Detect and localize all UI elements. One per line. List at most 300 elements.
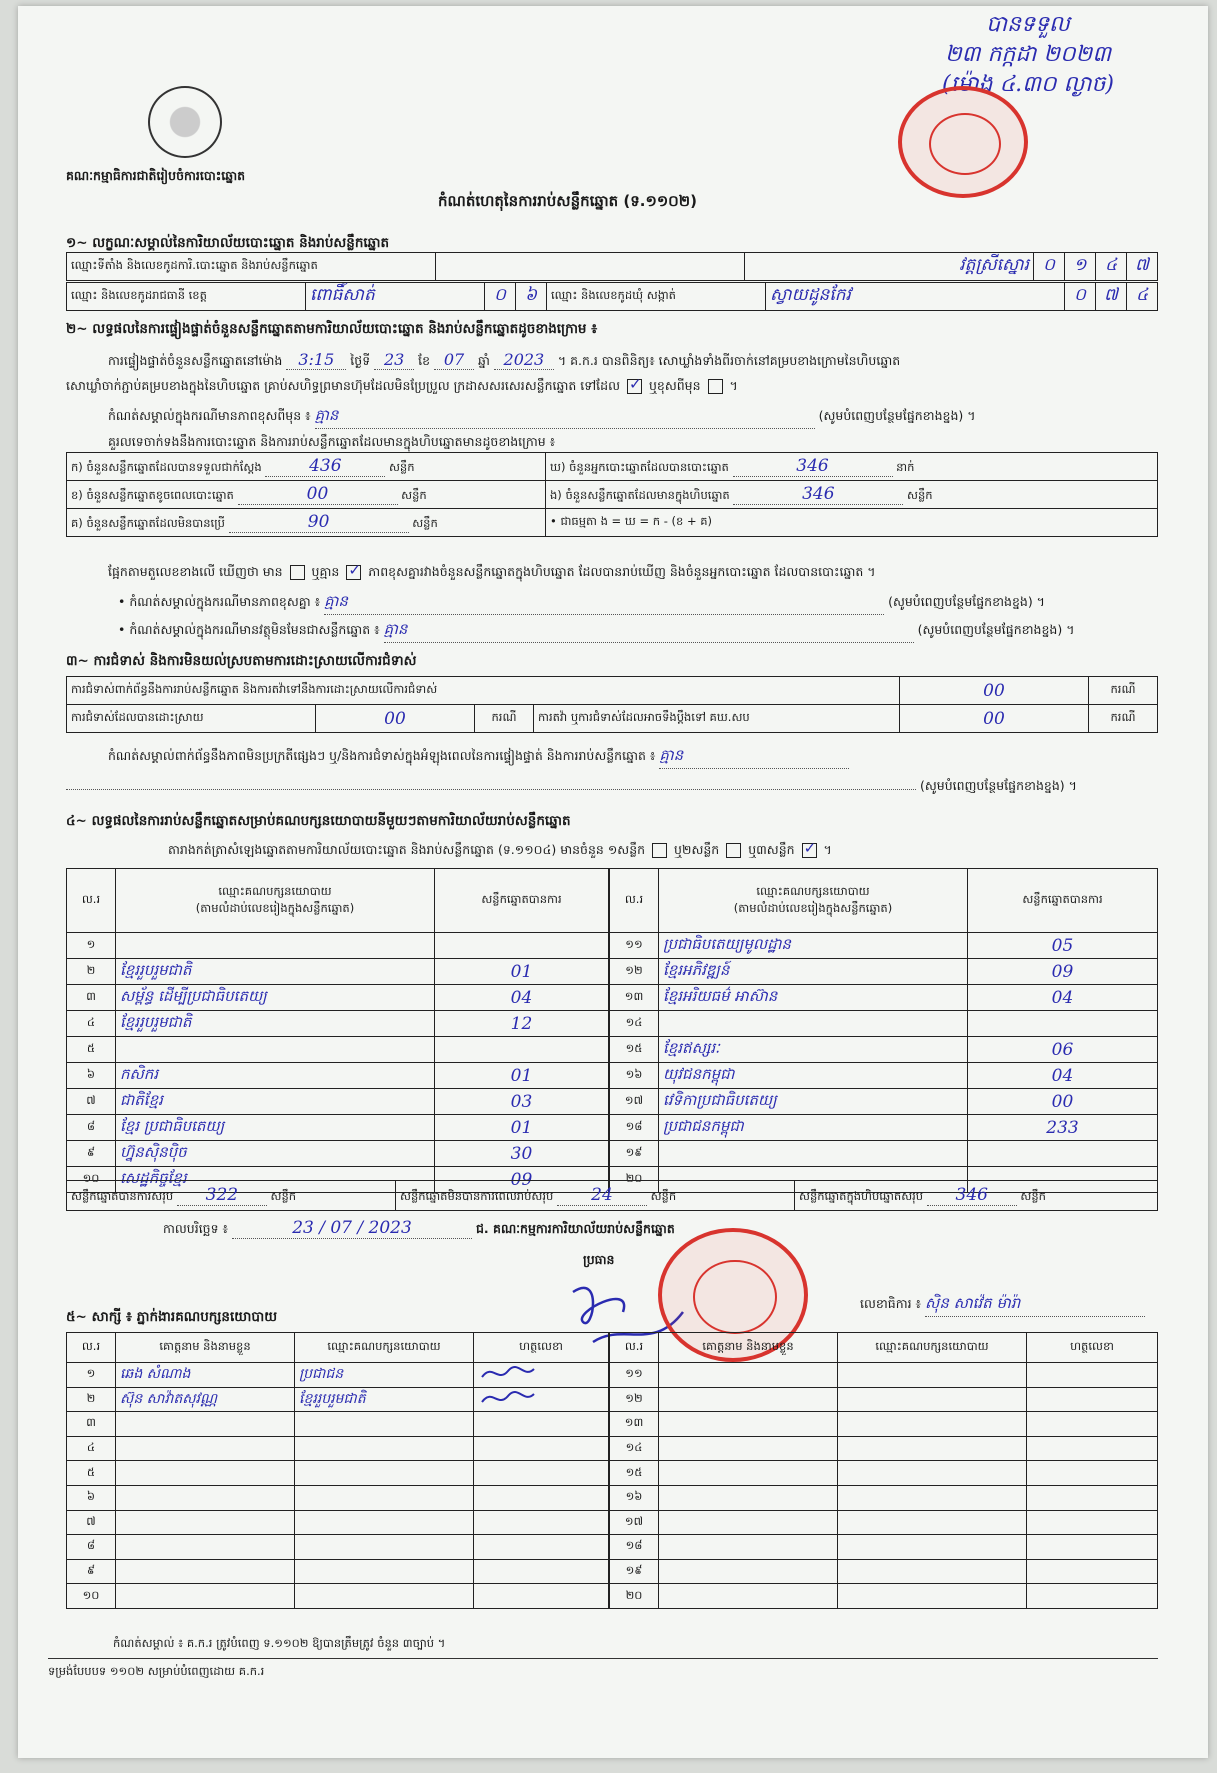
witness-party: [838, 1559, 1027, 1584]
row-number: ១២: [610, 959, 659, 985]
voters-label: ឃ) ចំនួនអ្នកបោះឆ្នោតដែលបានបោះឆ្នោត: [550, 460, 729, 474]
row-number: ១: [67, 1363, 116, 1388]
row-number: ៩: [67, 1559, 116, 1584]
discrepancy-check-line: [108, 564, 876, 583]
location-table: [66, 252, 1158, 281]
row-number: ៥: [67, 1037, 116, 1063]
section3-title: ៣~ ការជំទាស់ និងការមិនយល់ស្របតាមការដោះស្រាយលើការជំទាស់: [66, 653, 417, 669]
witness-name: [116, 1584, 295, 1609]
vote-count: 30: [435, 1141, 609, 1167]
witness-party: [838, 1510, 1027, 1535]
verify-time-label: ការផ្ទៀងផ្ទាត់ចំនួនសន្លឹកឆ្នោតនៅម៉ោង: [108, 353, 283, 368]
ballot-counts-table: [66, 452, 1158, 537]
table-row: [67, 1011, 609, 1037]
row-number: ៤: [67, 1011, 116, 1037]
commune-code-3: ៤: [1127, 283, 1158, 311]
witness-signature: [474, 1535, 609, 1560]
received-line-2: ២៣ កក្កដា ២០២៣: [945, 42, 1111, 67]
table-row: [610, 1535, 1158, 1560]
signature-mark: [478, 1388, 538, 1408]
col-no: ល.រ: [67, 1333, 116, 1363]
table-row: [610, 1363, 1158, 1388]
one-sheet-checkbox[interactable]: [652, 843, 667, 858]
total-box-value: 346: [927, 1185, 1017, 1206]
vote-count: 01: [435, 959, 609, 985]
sheets-label: តារាងកត់ត្រាសំឡេងឆ្នោតតាមការិយាល័យបោះឆ្នោត និងរាប់សន្លឹកឆ្នោត (ទ.១១០៤) មានចំនួន ១សន្លឹក: [168, 842, 646, 857]
witness-party: [295, 1461, 474, 1486]
verify-changed-label: ឬខុសពីមុន: [648, 378, 701, 393]
party-name: ខ្មែរអរិយធម៌ អាស៊ាន: [659, 985, 968, 1011]
witness-party: ខ្មែររួបរួមជាតិ: [295, 1387, 474, 1412]
table-row: [67, 1412, 609, 1437]
witness-signature: [1027, 1584, 1158, 1609]
table-row: [67, 959, 609, 985]
table-row: [67, 933, 609, 959]
col-name: គោត្តនាម និងនាមខ្លួន: [116, 1333, 295, 1363]
witness-table-left: [66, 1332, 609, 1609]
verify-line1-rest: ។ គ.ក.រ បានពិនិត្យ៖ សោឃ្លាំងទាំងពីរចាក់នៅគម្របខាងក្រោមនៃហិបឆ្នោត: [557, 353, 901, 368]
note2-line: [118, 592, 1168, 615]
vote-count: 06: [968, 1037, 1158, 1063]
table-row: [610, 1559, 1158, 1584]
table-row: [610, 1510, 1158, 1535]
witness-name: [116, 1436, 295, 1461]
witness-party: [838, 1485, 1027, 1510]
unit-label: សន្លឹក: [388, 460, 415, 474]
witness-party: [295, 1559, 474, 1584]
table-row: [67, 1436, 609, 1461]
committee-label: ជ. គណៈកម្មការការិយាល័យរាប់សន្លឹកឆ្នោត: [475, 1221, 675, 1236]
party-name: ខ្មែរឥស្សរៈ: [659, 1037, 968, 1063]
note3-line: [118, 620, 1168, 643]
vote-count: 04: [435, 985, 609, 1011]
witness-party: [295, 1584, 474, 1609]
irregularities-hint: (សូមបំពេញបន្ថែមផ្នែកខាងខ្នង) ។: [919, 778, 1077, 793]
row-number: ១៥: [610, 1461, 659, 1486]
vote-count: [435, 1037, 609, 1063]
secretary-value: ស៊ិន សាវ៉េត ម៉ារ៉ា: [925, 1294, 1145, 1317]
witness-name: ស៊ុន សាវ៉ាតសុវណ្ណ: [116, 1387, 295, 1412]
table-row: [67, 1510, 609, 1535]
note1-value: គ្មាន: [315, 406, 815, 429]
appeal-label: ការតវ៉ា ឬការជំទាស់ដែលអាចទឹងប្តឹងទៅ គឃ.សប: [534, 705, 900, 733]
table-row: [67, 1535, 609, 1560]
row-number: ១៦: [610, 1063, 659, 1089]
row-number: ១៤: [610, 1436, 659, 1461]
vote-count: 01: [435, 1063, 609, 1089]
witness-signature: [474, 1584, 609, 1609]
row-number: ៤: [67, 1436, 116, 1461]
unit-label: សន្លឹក: [401, 488, 427, 502]
results-table-left: [66, 868, 609, 1193]
row-number: ១៥: [610, 1037, 659, 1063]
col-no: ល.រ: [610, 869, 659, 933]
witness-name: [659, 1387, 838, 1412]
table-row: [610, 1387, 1158, 1412]
party-name: ប្រជាជនកម្ពុជា: [659, 1115, 968, 1141]
table-row: [67, 1141, 609, 1167]
row-number: ១៩: [610, 1559, 659, 1584]
emblem-logo: [148, 86, 222, 158]
witness-name: [659, 1510, 838, 1535]
totals-table: [66, 1180, 1158, 1211]
row-number: ១២: [610, 1387, 659, 1412]
check-line-label: ផ្អែកតាមតួលេខខាងលើ ឃើញថា មាន: [108, 564, 283, 579]
witness-table-right: [609, 1332, 1158, 1609]
row-number: ១៤: [610, 1011, 659, 1037]
note1-label: កំណត់សម្គាល់ក្នុងករណីមានភាពខុសពីមុន ៖: [108, 408, 311, 423]
total-invalid-label: សន្លឹកឆ្នោតមិនបានការពេលរាប់សរុប: [400, 1189, 554, 1203]
verify-day-label: ថ្ងៃទី: [350, 353, 371, 368]
party-name: [116, 1037, 435, 1063]
irregularities-label: កំណត់សម្គាល់ពាក់ព័ន្ធនឹងភាពមិនប្រក្រតីផ្សេងៗ ឬ/និងការជំទាស់ក្នុងអំឡុងពេលនៃការផ្ទៀងផ្ទាត់ និងការរាប់សន្លឹកឆ្នោត ៖: [108, 748, 656, 763]
unit-label: សន្លឹក: [1020, 1189, 1046, 1203]
table-row: [67, 1461, 609, 1486]
row-number: ១១: [610, 933, 659, 959]
ballot-intro: គួរលទេចាក់ទងនឹងការបោះឆ្នោត និងការរាប់សន្លឹកឆ្នោតដែលមានក្នុងហិបឆ្នោតមានដូចខាងក្រោម ៖: [108, 434, 556, 449]
location-code-1: ០: [1034, 253, 1065, 281]
vote-count: 09: [968, 959, 1158, 985]
table-row: [67, 1063, 609, 1089]
col-party: ឈ្មោះគណបក្សនយោបាយ: [295, 1333, 474, 1363]
table-row: [610, 1141, 1158, 1167]
col-no: ល.រ: [67, 869, 116, 933]
col-name: គោត្តនាម និងនាមខ្លួន: [659, 1333, 838, 1363]
witness-party: [295, 1535, 474, 1560]
section1-title: ១~ លក្ខណៈសម្គាល់នៃការិយាល័យបោះឆ្នោត និងរាប់សន្លឹកឆ្នោត: [66, 235, 390, 251]
witness-signature: [1027, 1559, 1158, 1584]
witness-signature: [1027, 1510, 1158, 1535]
verification-line-2: សោឃ្លាំចាក់ភ្ជាប់គម្របខាងក្នុងនៃហិបឆ្នោត គ្រាប់សហិទ្ធព្រមានហ៊ុមដែលមិនប្រែប្រួល ក្រដាសសរសេរសន្លឹកឆ្នោត ទៅដែល ✓ ឬខុសពីមុន ។: [66, 378, 738, 397]
table-row: [610, 985, 1158, 1011]
witness-name: ឆេង សំណាង: [116, 1363, 295, 1388]
box-ballots-value: 346: [733, 484, 903, 505]
two-sheets-checkbox[interactable]: [726, 843, 741, 858]
witness-signature: [474, 1387, 609, 1412]
vote-count: 05: [968, 933, 1158, 959]
vote-count: 233: [968, 1115, 1158, 1141]
note2-hint: (សូមបំពេញបន្ថែមផ្នែកខាងខ្នង) ។: [888, 594, 1045, 609]
witness-signature: [1027, 1485, 1158, 1510]
unit-label: សន្លឹក: [650, 1189, 677, 1203]
spoiled-ballots-value: 00: [238, 484, 398, 505]
table-row: [610, 1011, 1158, 1037]
row-number: ២០: [610, 1167, 659, 1193]
note3-hint: (សូមបំពេញបន្ថែមផ្នែកខាងខ្នង) ។: [917, 622, 1075, 637]
witness-name: [116, 1485, 295, 1510]
unused-ballots-label: គ) ចំនួនសន្លឹកឆ្នោតដែលមិនបានប្រើ: [71, 516, 225, 530]
received-line-3: (ម៉ោង ៤.៣០ ល្ងាច): [942, 72, 1114, 97]
witness-party: [838, 1436, 1027, 1461]
irregularities-line-2: [66, 778, 1166, 797]
form-page: [18, 6, 1208, 1758]
table-row: [610, 1412, 1158, 1437]
witness-party: [295, 1412, 474, 1437]
witness-signature: [474, 1461, 609, 1486]
verify-year-label: ឆ្នាំ: [477, 353, 490, 368]
section2-title: ២~ លទ្ធផលនៃការផ្ទៀងផ្ទាត់ចំនួនសន្លឹកឆ្នោតតាមការិយាល័យបោះឆ្នោត និងរាប់សន្លឹកឆ្នោតដូចខាងក្រោម ៖: [66, 321, 598, 337]
total-valid-label: សន្លឹកឆ្នោតបានការសរុប: [71, 1189, 174, 1203]
table-row: [610, 1115, 1158, 1141]
party-name: កសិករ: [116, 1063, 435, 1089]
row-number: ១១: [610, 1363, 659, 1388]
witness-party: [838, 1412, 1027, 1437]
row-number: ៩: [67, 1141, 116, 1167]
col-sign: ហត្ថលេខា: [1027, 1333, 1158, 1363]
date-value: 23 / 07 / 2023: [232, 1218, 472, 1239]
appeal-value: 00: [900, 705, 1089, 733]
witness-name: [659, 1485, 838, 1510]
note1-hint: (សូមបំពេញបន្ថែមផ្នែកខាងខ្នង) ។: [818, 408, 976, 423]
box-ballots-label: ង) ចំនួនសន្លឹកឆ្នោតដែលមានក្នុងហិបឆ្នោត: [550, 488, 730, 502]
sheets-line: តារាងកត់ត្រាសំឡេងឆ្នោតតាមការិយាល័យបោះឆ្នោត និងរាប់សន្លឹកឆ្នោត (ទ.១១០៤) មានចំនួន ១សន្លឹក ឬ២សន្លឹក ឬ៣សន្លឹក ✓ ។: [168, 842, 832, 861]
witness-signature: [474, 1412, 609, 1437]
verify-month-label: ខែ: [418, 353, 431, 368]
party-name: សេដ្ឋកិច្ចខ្មែរ: [116, 1167, 435, 1193]
table-row: [67, 985, 609, 1011]
col-party: ឈ្មោះគណបក្សនយោបាយ: [218, 883, 332, 898]
witness-signature: [474, 1436, 609, 1461]
table-row: [610, 1063, 1158, 1089]
row-number: ៦: [67, 1485, 116, 1510]
total-valid-value: 322: [177, 1185, 267, 1206]
section4-title: ៤~ លទ្ធផលនៃការរាប់សន្លឹកឆ្នោតសម្រាប់គណបក្សនយោបាយនីមួយៗតាមការិយាល័យរាប់សន្លឹកឆ្នោត: [66, 813, 571, 829]
location-name-label: ឈ្មោះទីតាំង និងលេខកូដការិ.បោះឆ្នោត និងរាប់សន្លឹកឆ្នោត: [67, 253, 436, 281]
irregularities-note: [108, 746, 1168, 769]
org-name: គណៈកម្មាធិការជាតិរៀបចំការបោះឆ្នោត: [66, 168, 246, 183]
witness-name: [659, 1436, 838, 1461]
received-ballots-value: 436: [265, 456, 385, 477]
spoiled-ballots-label: ខ) ចំនួនសន្លឹកឆ្នោតខូចពេលបោះឆ្នោត: [71, 488, 234, 502]
witness-party: [295, 1510, 474, 1535]
signing-date-line: [163, 1218, 675, 1240]
witness-party: [295, 1485, 474, 1510]
row-number: ១៧: [610, 1089, 659, 1115]
total-invalid-value: 24: [557, 1185, 647, 1206]
unit-label: សន្លឹក: [412, 516, 438, 530]
vote-count: 00: [968, 1089, 1158, 1115]
note2-value: គ្មាន: [324, 592, 884, 615]
received-note: [878, 10, 1178, 100]
party-name: [116, 933, 435, 959]
witness-party: [838, 1461, 1027, 1486]
row-number: ៣: [67, 985, 116, 1011]
vote-count: 01: [435, 1115, 609, 1141]
witness-party: [838, 1387, 1027, 1412]
table-row: [67, 1559, 609, 1584]
table-row: [67, 1387, 609, 1412]
party-name: ខ្មែរអភិវឌ្ឍន៍: [659, 959, 968, 985]
objections-table: [66, 676, 1158, 733]
table-row: [610, 1089, 1158, 1115]
objection-label: ការជំទាស់ពាក់ព័ន្ធនឹងការរាប់សន្លឹកឆ្នោត និងការតវ៉ាទៅនឹងការដោះស្រាយលើការជំទាស់: [67, 677, 900, 705]
province-code-2: ៦: [516, 283, 547, 311]
witness-signature: [1027, 1363, 1158, 1388]
witness-name: [659, 1461, 838, 1486]
received-line-1: បានទទួល: [986, 12, 1070, 37]
witness-signature: [1027, 1387, 1158, 1412]
chair-label: ប្រធាន: [583, 1252, 615, 1267]
witness-name: [659, 1363, 838, 1388]
witness-name: [116, 1559, 295, 1584]
province-value: ពោធិ៍សាត់: [306, 283, 485, 311]
witness-party: [838, 1584, 1027, 1609]
table-row: [610, 1037, 1158, 1063]
witness-signature: [474, 1363, 609, 1388]
province-code-1: ០: [485, 283, 516, 311]
signature-mark: [478, 1363, 538, 1383]
row-number: ១០: [67, 1167, 116, 1193]
no-discrepancy-checkbox[interactable]: [346, 565, 361, 580]
col-party-sub: (តាមលំដាប់លេខរៀងក្នុងសន្លឹកឆ្នោត): [195, 900, 355, 915]
same-as-before-checkbox[interactable]: [627, 379, 642, 394]
witness-party: [838, 1363, 1027, 1388]
witness-party: ប្រជាជន: [295, 1363, 474, 1388]
footer-divider: [48, 1658, 1158, 1659]
col-party: ឈ្មោះគណបក្សនយោបាយ: [756, 883, 870, 898]
vote-count: 12: [435, 1011, 609, 1037]
row-number: ៨: [67, 1115, 116, 1141]
col-party: ឈ្មោះគណបក្សនយោបាយ: [838, 1333, 1027, 1363]
location-code-3: ៤: [1096, 253, 1127, 281]
table-row: [67, 1363, 609, 1388]
row-number: ១៧: [610, 1510, 659, 1535]
verify-month-value: 07: [434, 350, 474, 370]
changed-checkbox[interactable]: [708, 379, 723, 394]
party-name: ខ្មែររួបរួមជាតិ: [116, 959, 435, 985]
objection-unit: ករណី: [1089, 677, 1158, 705]
witness-name: [116, 1412, 295, 1437]
appeal-unit: ករណី: [1089, 705, 1158, 733]
resolved-value: 00: [316, 705, 475, 733]
party-name: ខ្មែរ ប្រជាធិបតេយ្យ: [116, 1115, 435, 1141]
verify-line2-text: សោឃ្លាំចាក់ភ្ជាប់គម្របខាងក្នុងនៃហិបឆ្នោត គ្រាប់សហិទ្ធព្រមានហ៊ុមដែលមិនប្រែប្រួល ក្រដាសសរសេរសន្លឹកឆ្នោត ទៅដែល: [66, 378, 620, 393]
secretary-label: លេខាធិការ ៖: [860, 1296, 922, 1311]
secretary-line: [860, 1294, 1145, 1317]
party-name: វេទិកាប្រជាធិបតេយ្យ: [659, 1089, 968, 1115]
row-number: ១៣: [610, 985, 659, 1011]
check-mid-label: ឬគ្មាន: [311, 564, 340, 579]
table-row: [67, 1584, 609, 1609]
irregularities-value: គ្មាន: [659, 746, 849, 769]
row-number: ២: [67, 1387, 116, 1412]
table-row: [67, 1115, 609, 1141]
witness-name: [116, 1510, 295, 1535]
row-number: ១៩: [610, 1141, 659, 1167]
unused-ballots-value: 90: [229, 512, 409, 533]
row-number: ៦: [67, 1063, 116, 1089]
row-number: ១: [67, 933, 116, 959]
date-label: កាលបរិច្ឆេទ ៖: [163, 1221, 229, 1236]
has-discrepancy-checkbox[interactable]: [290, 565, 305, 580]
witness-signature: [474, 1510, 609, 1535]
row-number: ៧: [67, 1089, 116, 1115]
resolved-label: ការជំទាស់ដែលបានដោះស្រាយ: [67, 705, 316, 733]
note1-line: [108, 406, 1158, 429]
results-table-right: [609, 868, 1158, 1193]
vote-count: 04: [968, 1063, 1158, 1089]
witness-name: [659, 1559, 838, 1584]
table-row: [610, 1485, 1158, 1510]
voters-value: 346: [733, 456, 893, 477]
table-row: [610, 959, 1158, 985]
col-sign: ហត្ថលេខា: [474, 1333, 609, 1363]
table-row: [610, 1584, 1158, 1609]
table-row: [610, 933, 1158, 959]
table-row: [67, 1485, 609, 1510]
party-name: ជាតិខ្មែរ: [116, 1089, 435, 1115]
vote-count: [968, 1011, 1158, 1037]
row-number: ១៨: [610, 1535, 659, 1560]
location-code-4: ៧: [1127, 253, 1158, 281]
unit-label: សន្លឹក: [270, 1189, 297, 1203]
party-name: [659, 1011, 968, 1037]
party-name: [659, 1141, 968, 1167]
received-ballots-label: ក) ចំនួនសន្លឹកឆ្នោតដែលបានទទួលជាក់ស្តែង: [71, 460, 262, 474]
party-name: យុវជនកម្ពុជា: [659, 1063, 968, 1089]
witness-name: [659, 1584, 838, 1609]
commune-code-1: ០: [1065, 283, 1096, 311]
vote-count: [435, 933, 609, 959]
party-name: ខ្មែររួបរួមជាតិ: [116, 1011, 435, 1037]
row-number: ១០: [67, 1584, 116, 1609]
witness-name: [659, 1412, 838, 1437]
resolved-unit: ករណី: [475, 705, 534, 733]
party-name: សម្ព័ន្ធ ដើម្បីប្រជាធិបតេយ្យ: [116, 985, 435, 1011]
row-number: ៨: [67, 1535, 116, 1560]
verify-day-value: 23: [374, 350, 414, 370]
location-code-2: ១: [1065, 253, 1096, 281]
unit-label: នាក់: [896, 460, 915, 474]
form-title: កំណត់ហេតុនៃការរាប់សន្លឹកឆ្នោត (ទ.១១០២): [438, 192, 698, 210]
formula: • ជាធម្មតា ង = ឃ = ក - (ខ + គ): [546, 509, 1158, 537]
witness-signature: [1027, 1436, 1158, 1461]
col-votes: សន្លឹកឆ្នោតបានការ: [968, 869, 1158, 933]
check-end-label: ភាពខុសគ្នារវាងចំនួនសន្លឹកឆ្នោតក្នុងហិបឆ្នោត ដែលបានរាប់ឃើញ និងចំនួនអ្នកបោះឆ្នោត ដែលបានបោះឆ្នោត ។: [368, 564, 876, 579]
witness-name: [659, 1535, 838, 1560]
witness-signature: [1027, 1461, 1158, 1486]
table-row: [67, 1089, 609, 1115]
witness-name: [116, 1461, 295, 1486]
col-party-sub: (តាមលំដាប់លេខរៀងក្នុងសន្លឹកឆ្នោត): [733, 900, 893, 915]
row-number: ៥: [67, 1461, 116, 1486]
section5-title: ៥~ សាក្សី ៖ ភ្នាក់ងារគណបក្សនយោបាយ: [66, 1309, 278, 1325]
party-name: ហ្វ៊ុនស៊ិនប៉ិច: [116, 1141, 435, 1167]
two-sheets-label: ឬ២សន្លឹក: [674, 842, 720, 857]
total-box-label: សន្លឹកឆ្នោតក្នុងហិបឆ្នោតសរុប: [799, 1189, 924, 1203]
witness-signature: [1027, 1412, 1158, 1437]
witness-name: [116, 1535, 295, 1560]
row-number: ១៣: [610, 1412, 659, 1437]
col-votes: សន្លឹកឆ្នោតបានការ: [435, 869, 609, 933]
witness-signature: [474, 1559, 609, 1584]
witness-signature: [1027, 1535, 1158, 1560]
vote-count: 04: [968, 985, 1158, 1011]
col-no: ល.រ: [610, 1333, 659, 1363]
unit-label: សន្លឹក: [907, 488, 933, 502]
note3-label: • កំណត់សម្គាល់ក្នុងករណីមានវត្ថុមិនមែនជាសន្លឹកឆ្នោត ៖: [118, 622, 380, 637]
three-sheets-label: ឬ៣សន្លឹក: [748, 842, 795, 857]
party-name: ប្រជាធិបតេយ្យមូលដ្ឋាន: [659, 933, 968, 959]
objection-value: 00: [900, 677, 1089, 705]
province-label: ឈ្មោះ និងលេខកូដរាជធានី ខេត្ត: [67, 283, 306, 311]
province-table: [66, 282, 1158, 311]
three-sheets-checkbox[interactable]: [802, 843, 817, 858]
verification-line-1: [108, 350, 1168, 372]
row-number: ១៦: [610, 1485, 659, 1510]
commune-code-2: ៧: [1096, 283, 1127, 311]
commune-label: ឈ្មោះ និងលេខកូដឃុំ សង្កាត់: [547, 283, 766, 311]
